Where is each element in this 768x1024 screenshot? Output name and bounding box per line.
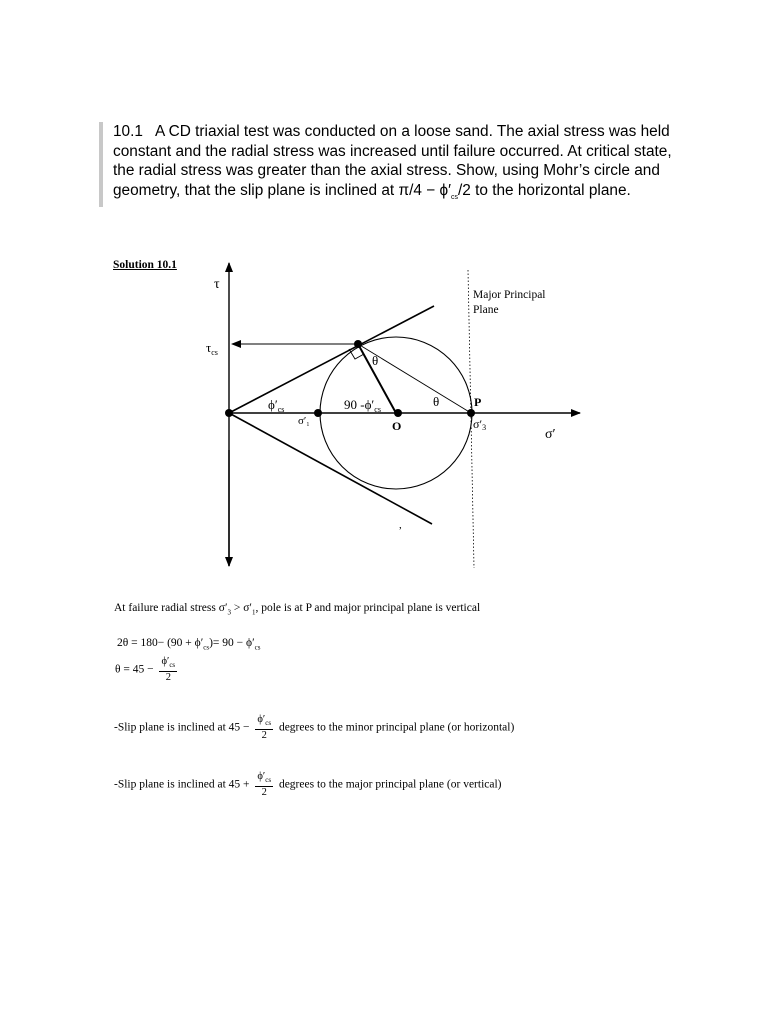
sigma1-label: σ′1 [298, 415, 310, 428]
eq2-numerator-sub: cs [169, 661, 176, 670]
theta-label-lower: θ [433, 394, 440, 409]
major-plane-label-1: Major Principal [473, 289, 546, 301]
slip2-numerator: ϕ′ [257, 771, 266, 782]
slip2-text-b: degrees to the major principal plane (or vertical) [278, 778, 502, 791]
eq1-part-b: )= 90 − ϕ′ [209, 637, 255, 649]
ninety-minus-phi-label: 90 $-\phi'_{cs}$ [344, 397, 381, 414]
failure-envelope-lower [229, 413, 432, 524]
tau-label: τ [214, 277, 220, 292]
failure-text-b: , pole is at P and major principal plane is vertical [255, 602, 481, 614]
slip2-denominator: 2 [261, 787, 267, 799]
failure-gt: > [233, 602, 241, 614]
sigma3-label: σ′3 [473, 417, 487, 432]
sigma1-point [314, 409, 322, 417]
slip-plane-major [114, 771, 502, 799]
phi-cs-label: $\phi'_{cs}$ [268, 397, 285, 414]
eq2-fraction [159, 656, 177, 684]
center-point-o [394, 409, 402, 417]
problem-text-end: /2 to the horizontal plane. [457, 181, 631, 199]
equation-2theta [117, 637, 260, 651]
center-o-label: O [392, 419, 402, 433]
slip2-numerator-sub: cs [265, 776, 272, 785]
stray-mark: , [399, 519, 402, 531]
slip-plane-minor [114, 714, 514, 742]
failure-envelope-upper [229, 306, 434, 413]
pole-p-label: P [474, 395, 482, 409]
tangent-point [354, 340, 362, 348]
slip2-text-a: -Slip plane is inclined at 45 + [114, 778, 250, 791]
origin-point [225, 409, 233, 417]
problem-text-sub: cs [450, 193, 458, 201]
eq2-lhs: θ = 45 − [115, 663, 154, 676]
failure-statement [114, 602, 480, 616]
problem-text-main: A CD triaxial test was conducted on a loose sand. The axial stress was held constant and the radial stress was increased until failure occurred. At critical state, the radial stress was greater than the axial stress. Show, using Mohr’s circle and geometry, that the slip plane is inclined at π/4 − ϕ′ [113, 123, 672, 199]
failure-text-a: At failure radial stress [114, 602, 216, 614]
failure-sigma3-sub: 3 [227, 608, 231, 617]
failure-sigma1-sub: 1 [251, 608, 256, 617]
major-plane-label-2: Plane [473, 304, 499, 316]
slip1-text-a: -Slip plane is inclined at 45 − [114, 721, 250, 734]
eq1-part-a: 2θ = 180− (90 + ϕ′ [117, 637, 204, 649]
slip1-denominator: 2 [261, 730, 267, 742]
failure-sigma1: σ′ [243, 602, 252, 614]
slip1-numerator: ϕ′ [257, 714, 266, 725]
slip1-fraction [255, 714, 273, 742]
slip2-fraction [255, 771, 273, 799]
slip1-text-b: degrees to the minor principal plane (or horizontal) [278, 721, 515, 734]
eq2-numerator: ϕ′ [161, 656, 170, 667]
slip1-numerator-sub: cs [265, 719, 272, 728]
sigma-axis-label: σ′ [545, 427, 556, 442]
mohr-circle-diagram [0, 250, 768, 580]
equation-theta [115, 656, 180, 684]
problem-number: 10.1 [113, 123, 143, 140]
pole-point-p [467, 409, 475, 417]
eq2-denominator: 2 [165, 672, 171, 684]
problem-text [113, 122, 673, 207]
theta-label-upper: θ [372, 353, 379, 368]
problem-statement [99, 122, 673, 207]
eq1-sub-1: cs [203, 643, 210, 652]
failure-sigma3: σ′ [218, 602, 228, 614]
tau-cs-label: $\tau_{cs}$ [206, 340, 218, 357]
eq1-sub-2: cs [254, 643, 261, 652]
solution-title: Solution 10.1 [113, 259, 177, 271]
